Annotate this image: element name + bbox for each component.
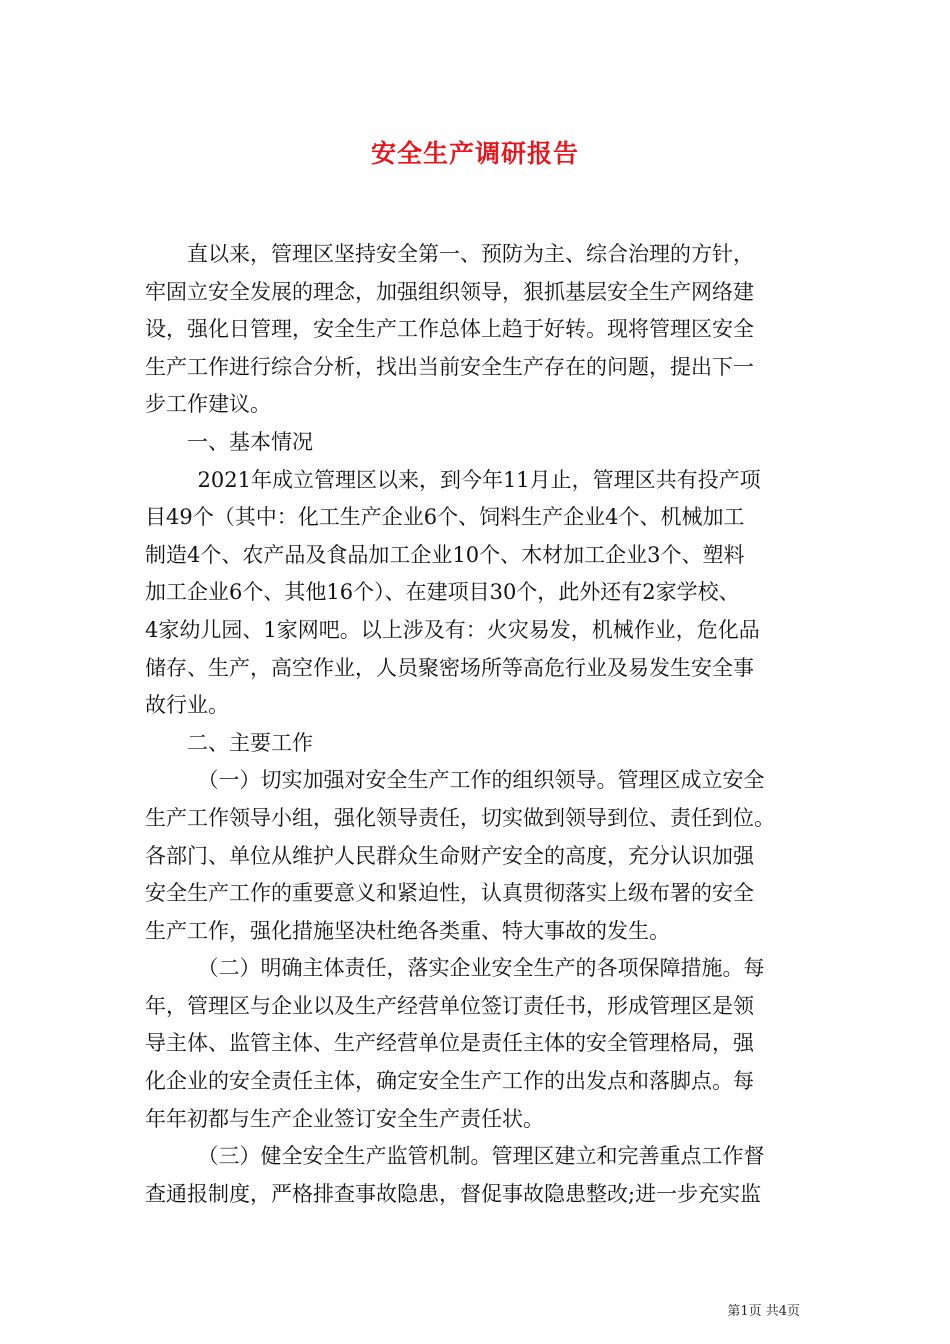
text-line: 生产工作领导小组，强化领导责任，切实做到领导到位、责任到位。: [145, 805, 775, 830]
text-line: 2021年成立管理区以来，到今年11月止，管理区共有投产项: [197, 467, 761, 492]
text-line: 直以来，管理区坚持安全第一、预防为主、综合治理的方针，: [187, 242, 754, 266]
text-line: （一）切实加强对安全生产工作的组织领导。管理区成立安全: [197, 768, 765, 793]
page-footer: 第1页 共4页: [727, 1304, 800, 1319]
text-line: 一、基本情况: [187, 429, 313, 454]
text-line: 设，强化日管理，安全生产工作总体上趋于好转。现将管理区安全: [145, 317, 754, 342]
text-line: 查通报制度，严格排查事故隐患，督促事故隐患整改;进一步充实监: [145, 1181, 762, 1206]
text-line: 故行业。: [145, 693, 229, 718]
text-line: 储存、生产，高空作业，人员聚密场所等高危行业及易发生安全事: [145, 655, 754, 680]
document-body: [145, 236, 813, 1213]
text-line: 各部门、单位从维护人民群众生命财产安全的高度，充分认识加强: [145, 843, 754, 868]
text-line: 制造4个、农产品及食品加工企业10个、木材加工企业3个、塑料: [145, 542, 745, 567]
text-line: 目49个（其中：化工生产企业6个、饲料生产企业4个、机械加工: [145, 505, 745, 530]
text-line: 步工作建议。: [145, 392, 271, 417]
text-line: 生产工作，强化措施坚决杜绝各类重、特大事故的发生。: [145, 918, 670, 943]
text-line: 年，管理区与企业以及生产经营单位签订责任书，形成管理区是领: [145, 993, 754, 1018]
text-line: （二）明确主体责任，落实企业安全生产的各项保障措施。每: [197, 956, 765, 981]
text-line: 导主体、监管主体、生产经营单位是责任主体的安全管理格局，强: [145, 1031, 754, 1056]
text-line: 年年初都与生产企业签订安全生产责任状。: [145, 1106, 544, 1131]
document-title: 安全生产调研报告: [370, 139, 579, 168]
text-line: 安全生产工作的重要意义和紧迫性，认真贯彻落实上级布署的安全: [145, 881, 754, 906]
text-line: 牢固立安全发展的理念，加强组织领导，狠抓基层安全生产网络建: [145, 279, 754, 304]
text-line: 4家幼儿园、1家网吧。以上涉及有：火灾易发，机械作业，危化品: [145, 617, 760, 642]
text-line: 生产工作进行综合分析，找出当前安全生产存在的问题，提出下一: [145, 354, 754, 379]
text-line: （三）健全安全生产监管机制。管理区建立和完善重点工作督: [197, 1144, 765, 1169]
text-line: 加工企业6个、其他16个）、在建项目30个，此外还有2家学校、: [145, 580, 740, 605]
text-line: 二、主要工作: [187, 730, 313, 755]
text-line: 化企业的安全责任主体，确定安全生产工作的出发点和落脚点。每: [145, 1069, 754, 1094]
